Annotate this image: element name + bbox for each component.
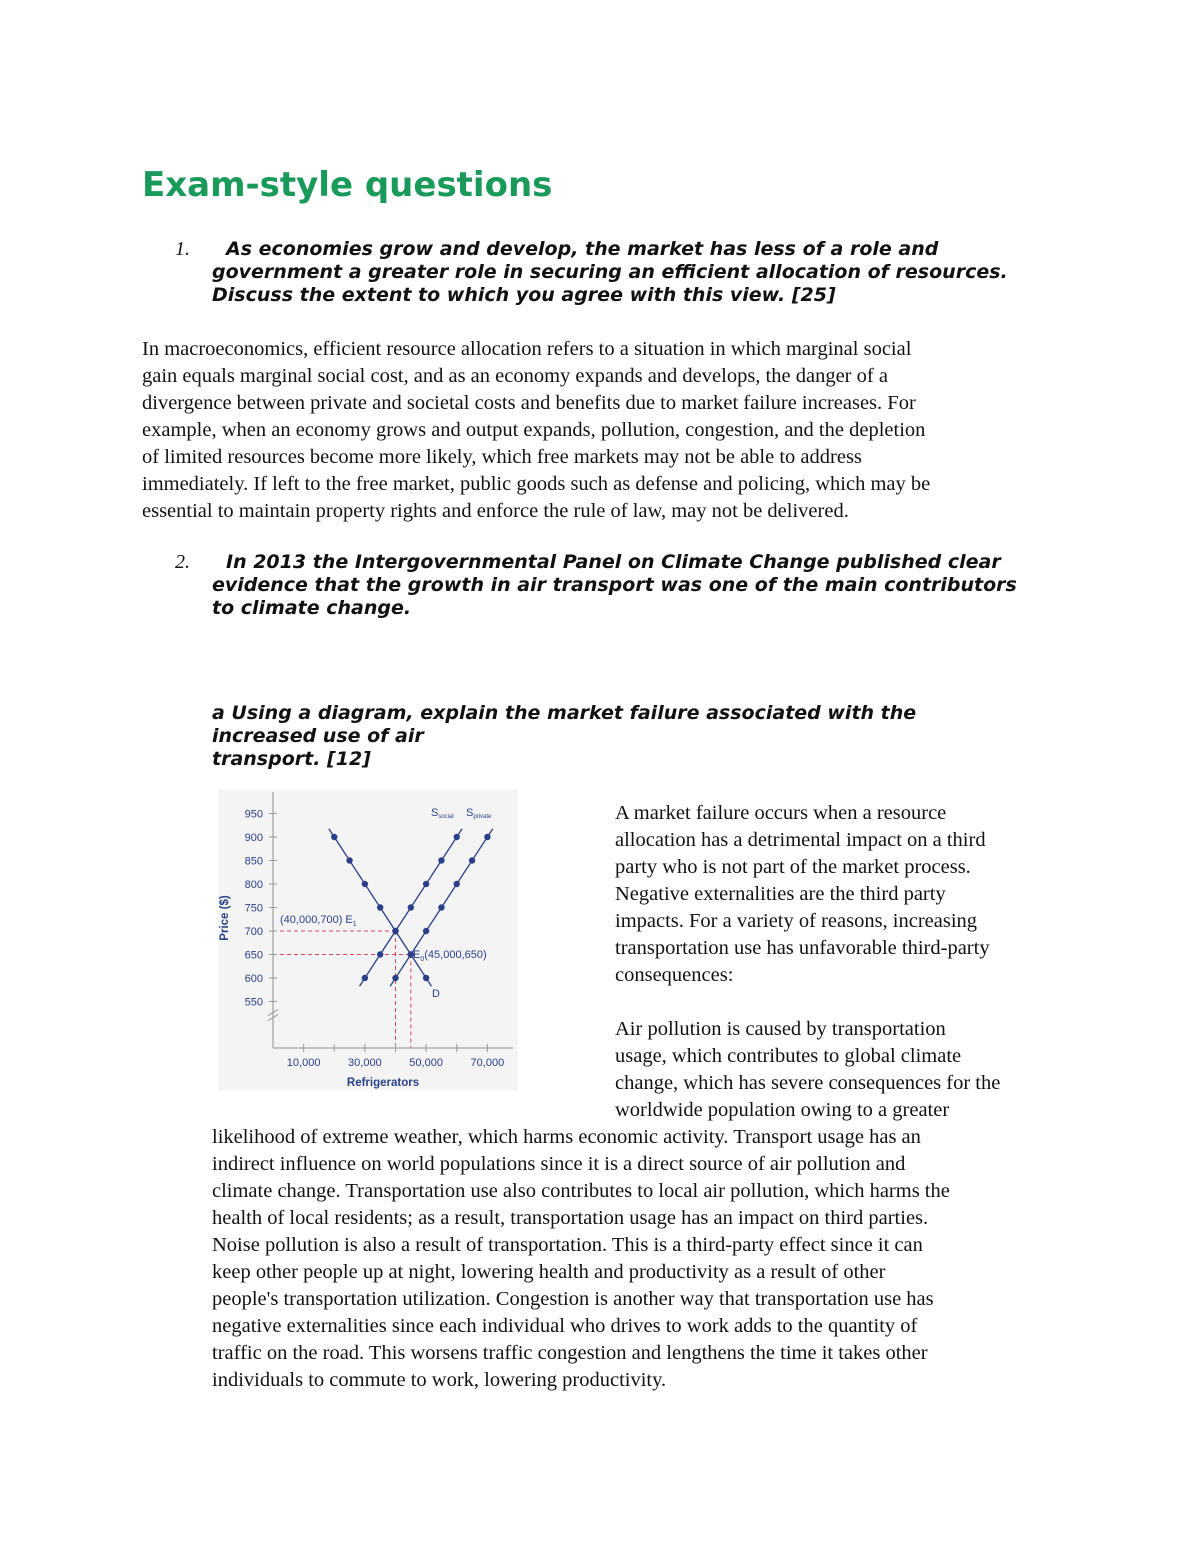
y-tick-label: 550 — [244, 996, 263, 1009]
externality-diagram — [218, 790, 518, 1090]
data-point-s-social — [454, 834, 460, 840]
data-point-s-private — [423, 928, 429, 934]
data-point-d — [331, 834, 337, 840]
answer-2-side-line: Air pollution is caused by transportation — [615, 1018, 946, 1040]
y-tick-label: 800 — [244, 879, 263, 891]
page-title: Exam-style questions — [142, 165, 553, 205]
x-tick-label: 30,000 — [348, 1057, 382, 1069]
answer-2-side-line: transportation use has unfavorable third-party — [615, 937, 990, 959]
answer-2-main-line: Noise pollution is also a result of transportation. This is a third-party effect since it can — [212, 1234, 923, 1256]
x-tick-label: 70,000 — [470, 1057, 505, 1069]
question-1-line: Discuss the extent to which you agree with this view. [25] — [212, 284, 836, 306]
answer-1-line: gain equals marginal social cost, and as an economy expands and develops, the danger of a — [142, 365, 888, 387]
data-point-s-private — [392, 975, 398, 981]
answer-1-line: essential to maintain property rights and enforce the rule of law, may not be delivered. — [142, 500, 849, 522]
x-tick-label: 10,000 — [286, 1057, 321, 1069]
answer-2-side-line: Negative externalities are the third party — [615, 883, 946, 905]
y-tick-label: 900 — [244, 832, 263, 844]
answer-1-line: of limited resources become more likely, which free markets may not be able to address — [142, 446, 862, 468]
answer-2-main-line: traffic on the road. This worsens traffic congestion and lengthens the time it takes other — [212, 1342, 928, 1364]
data-point-s-social — [392, 928, 398, 934]
answer-2-main-line: individuals to commute to work, lowering productivity. — [212, 1369, 667, 1391]
answer-2-side-line: impacts. For a variety of reasons, increasing — [615, 910, 978, 932]
data-point-s-social — [408, 904, 414, 910]
data-point-s-private — [438, 904, 444, 910]
y-tick-label: 700 — [244, 926, 263, 938]
e0-label: $E_0(45,000,650)$ — [413, 949, 487, 963]
answer-1-line: example, when an economy grows and output expands, pollution, congestion, and the depletion — [142, 419, 926, 441]
question-1-number: 1. — [175, 238, 190, 260]
data-point-d — [346, 857, 352, 863]
answer-2-main-line: people's transportation utilization. Congestion is another way that transportation use has — [212, 1288, 934, 1310]
data-point-s-private — [484, 834, 490, 840]
question-2-line: to climate change. — [212, 597, 412, 619]
question-1-line: government a greater role in securing an efficient allocation of resources. — [212, 261, 1008, 283]
y-tick-label: 600 — [244, 973, 263, 985]
data-point-d — [377, 904, 383, 910]
answer-2-main-paragraph — [212, 1124, 950, 1394]
data-point-s-private — [454, 881, 460, 887]
answer-2-side-line: A market failure occurs when a resource — [615, 802, 947, 824]
e1-label: (40,000,700) $E_1$ — [280, 914, 357, 928]
externality-chart — [218, 790, 518, 1090]
answer-1-line: In macroeconomics, efficient resource allocation refers to a situation in which marginal social — [142, 338, 912, 360]
question-2a-line: a Using a diagram, explain the market failure associated with the — [212, 702, 917, 724]
answer-2-main-line: negative externalities since each individual who drives to work adds to the quantity of — [212, 1315, 918, 1337]
answer-2-side-line — [615, 989, 1000, 1016]
answer-2-main-line: indirect influence on world populations since it is a direct source of air pollution and — [212, 1153, 906, 1175]
data-point-s-social — [362, 975, 368, 981]
y-axis-title: Price ($) — [219, 895, 231, 941]
data-point-s-private — [469, 857, 475, 863]
answer-2-main-line: climate change. Transportation use also contributes to local air pollution, which harms the — [212, 1180, 950, 1202]
question-2a — [212, 702, 916, 771]
data-point-d — [423, 975, 429, 981]
chart-background — [218, 790, 518, 1090]
question-2-number: 2. — [175, 551, 190, 573]
answer-1-line: immediately. If left to the free market, public goods such as defense and policing, which may be — [142, 473, 931, 495]
answer-2-side-line: worldwide population owing to a greater — [615, 1099, 950, 1121]
answer-2-main-line: keep other people up at night, lowering health and productivity as a result of other — [212, 1261, 886, 1283]
y-tick-label: 950 — [244, 808, 263, 821]
data-point-s-social — [438, 857, 444, 863]
answer-2-side-line: usage, which contributes to global climate — [615, 1045, 962, 1067]
data-point-d — [362, 881, 368, 887]
answer-2-side-paragraph — [615, 800, 1000, 1124]
answer-1-line: divergence between private and societal costs and benefits due to market failure increases. For — [142, 392, 916, 414]
answer-2-side-line: consequences: — [615, 964, 734, 986]
y-tick-label: 650 — [244, 949, 263, 962]
y-tick-label: 750 — [244, 902, 263, 915]
answer-2-main-line: health of local residents; as a result, transportation usage has an impact on third parties. — [212, 1207, 929, 1229]
x-axis-title: Refrigerators — [346, 1077, 420, 1089]
data-point-s-social — [377, 951, 383, 957]
answer-2-side-line: change, which has severe consequences for the — [615, 1072, 1001, 1094]
s-social-label: Ssocial — [431, 807, 454, 820]
question-2a-line: transport. [12] — [212, 748, 371, 770]
question-2-line: In 2013 the Intergovernmental Panel on Climate Change published clear — [226, 551, 1001, 573]
answer-2-side-line: allocation has a detrimental impact on a third — [615, 829, 986, 851]
demand-label: D — [432, 988, 440, 1000]
data-point-s-social — [423, 881, 429, 887]
question-1 — [175, 238, 1008, 307]
s-private-label: Sprivate — [466, 807, 492, 820]
question-2-line: evidence that the growth in air transport was one of the main contributors — [212, 574, 1017, 596]
answer-2-main-line: likelihood of extreme weather, which harms economic activity. Transport usage has an — [212, 1126, 921, 1148]
question-2 — [175, 551, 1017, 620]
question-1-line: As economies grow and develop, the market has less of a role and — [226, 238, 939, 260]
x-tick-label: 50,000 — [409, 1057, 443, 1069]
y-tick-label: 850 — [244, 855, 263, 868]
answer-2-side-line: party who is not part of the market process. — [615, 856, 971, 878]
answer-1-paragraph — [142, 336, 930, 525]
question-2a-line: increased use of air — [212, 725, 424, 747]
